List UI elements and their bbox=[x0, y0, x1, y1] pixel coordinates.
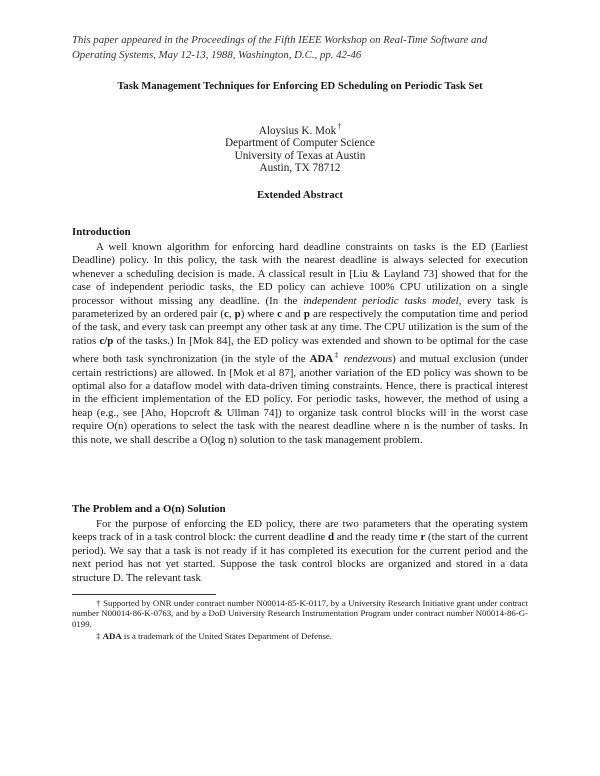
ada-footnote-mark: ‡ bbox=[333, 350, 340, 360]
extended-abstract-heading: Extended Abstract bbox=[256, 189, 344, 201]
author-city: Austin, TX 78712 bbox=[259, 162, 341, 175]
footnote-divider bbox=[72, 594, 216, 595]
author-footnote-mark: † bbox=[337, 122, 342, 131]
author-name: Aloysius K. Mok bbox=[258, 125, 337, 137]
footnote-support: † Supported by ONR under contract number N00014-85-K-0117, by a University Research Initiative grant under contract number N00014-86-K-0763, and by a DoD University Research Instrumentation Program under contract number N00014-86-G-0199. bbox=[72, 598, 528, 629]
introduction-paragraph: A well known algorithm for enforcing hard deadline constraints on tasks is the ED (Earliest Deadline) policy. In this policy, the task with the nearest deadline is always selected for execution whenever a scheduling decision is made. A classical result in [Liu & Layland 73] showed that for the case of independent periodic tasks, the ED policy can achieve 100% CPU utilization on a single processor without missing any deadline. (In the independent periodic tasks model, every task is parameterized by an ordered pair (c, p) where c and p are respectively the computation time and period of the task, and every task can preempt any other task at any time. The CPU utilization is the sum of the ratios c/p of the tasks.) In [Mok 84], the ED policy was extended and shown to be optimal for the case where both task synchronization (in the style of the ADA‡ rendezvous) and mutual exclusion (under certain restrictions) are allowed. In [Mok et al 87], another variation of the ED policy was shown to be optimal also for a dataflow model with data-driven timing constraints. Hence, there is practical interest in the efficient implementation of the ED policy. For periodic tasks, however, the method of using a heap (e.g., see [Aho, Hopcroft & Ullman 74]) to organize task control blocks will in the worst case require O(n) operations to select the task with the nearest deadline where n is the number of tasks. In this note, we shall describe a O(log n) solution to the task management problem. bbox=[72, 241, 528, 446]
publication-note: This paper appeared in the Proceedings of the Fifth IEEE Workshop on Real-Time Software and Operating Systems, May 12-13, 1988, Washington, D.C., pp. 42-46 bbox=[72, 34, 488, 61]
problem-body bbox=[72, 518, 528, 585]
problem-heading: The Problem and a O(n) Solution bbox=[72, 503, 226, 515]
footnote-ada: ‡ ADA is a trademark of the United States Department of Defense. bbox=[96, 631, 332, 642]
introduction-body bbox=[72, 241, 528, 447]
paper-title: Task Management Techniques for Enforcing ED Scheduling on Periodic Task Set bbox=[117, 81, 483, 92]
footnotes bbox=[72, 598, 528, 642]
author-university: University of Texas at Austin bbox=[234, 149, 366, 162]
author-line bbox=[150, 121, 450, 137]
problem-paragraph: For the purpose of enforcing the ED policy, there are two parameters that the operating system keeps track of in a task control block: the current deadline d and the ready time r (the start of the current period). We say that a task is not ready if it has completed its execution for the current period and the next period has not yet started. Suppose the task control blocks are organized and stored in a data structure D. The relevant task bbox=[72, 518, 528, 584]
author-department: Department of Computer Science bbox=[224, 137, 376, 150]
author-block bbox=[150, 121, 450, 175]
introduction-heading: Introduction bbox=[72, 226, 131, 238]
